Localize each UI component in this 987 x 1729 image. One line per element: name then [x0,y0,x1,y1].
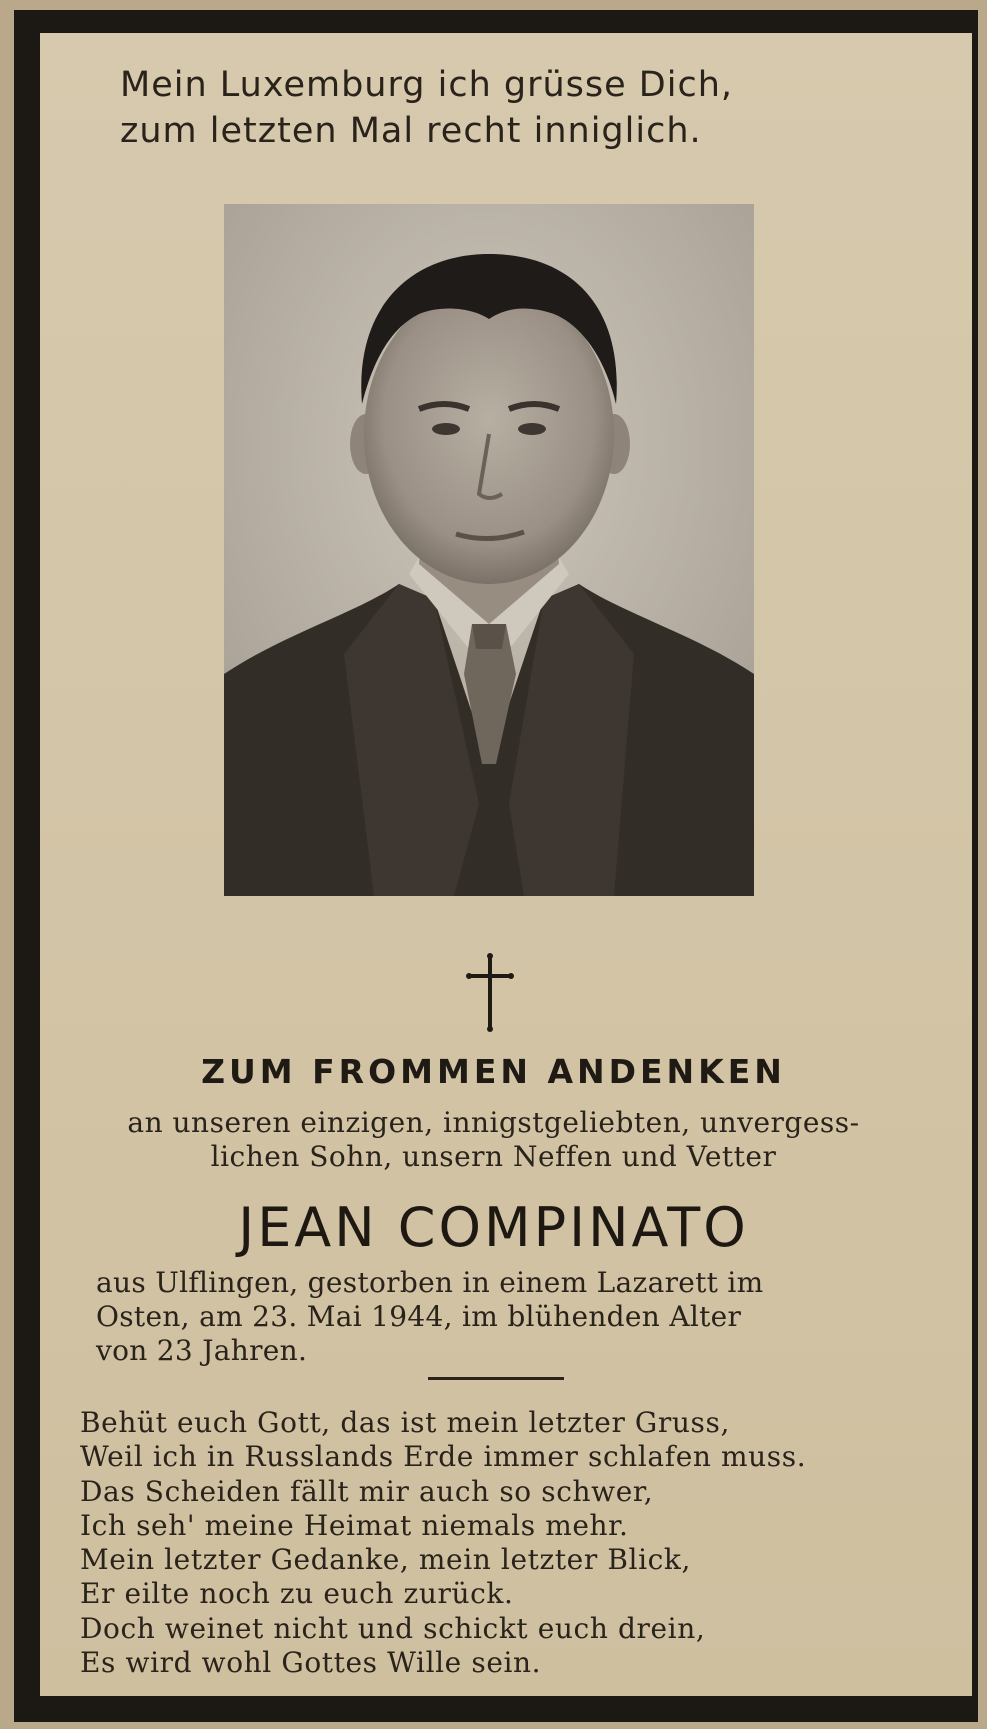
motto-line: zum letzten Mal recht inniglich. [120,111,702,151]
details-line: Osten, am 23. Mai 1944, im blühenden Alter [96,1300,742,1333]
details-line: von 23 Jahren. [96,1334,308,1367]
death-details [96,1266,916,1368]
poem-line: Behüt euch Gott, das ist mein letzter Gruss, [80,1406,730,1439]
poem-line: Weil ich in Russlands Erde immer schlafen muss. [80,1440,807,1474]
dedication-line: an unseren einzigen, innigstgeliebten, unvergess- [127,1106,860,1139]
dedication [60,1106,927,1174]
cross-icon [465,952,515,1032]
motto [120,62,880,154]
portrait-photo-icon [224,204,754,896]
dedication-line: lichen Sohn, unsern Neffen und Vetter [210,1140,777,1173]
poem-line: Das Scheiden fällt mir auch so schwer, [80,1474,654,1508]
poem-line: Er eilte noch zu euch zurück. [80,1577,514,1611]
motto-line: Mein Luxemburg ich grüsse Dich, [120,65,734,105]
divider [428,1377,564,1380]
details-line: aus Ulflingen, gestorben in einem Lazarett im [96,1266,764,1299]
heading: ZUM FROMMEN ANDENKEN [201,1052,786,1091]
deceased-name: JEAN COMPINATO [238,1196,749,1259]
poem-line: Ich seh' meine Heimat niemals mehr. [80,1508,629,1542]
poem [80,1406,940,1680]
poem-line: Doch weinet nicht und schickt euch drein, [80,1611,706,1645]
poem-line: Mein letzter Gedanke, mein letzter Blick, [80,1543,691,1577]
poem-line: Es wird wohl Gottes Wille sein. [80,1646,542,1680]
